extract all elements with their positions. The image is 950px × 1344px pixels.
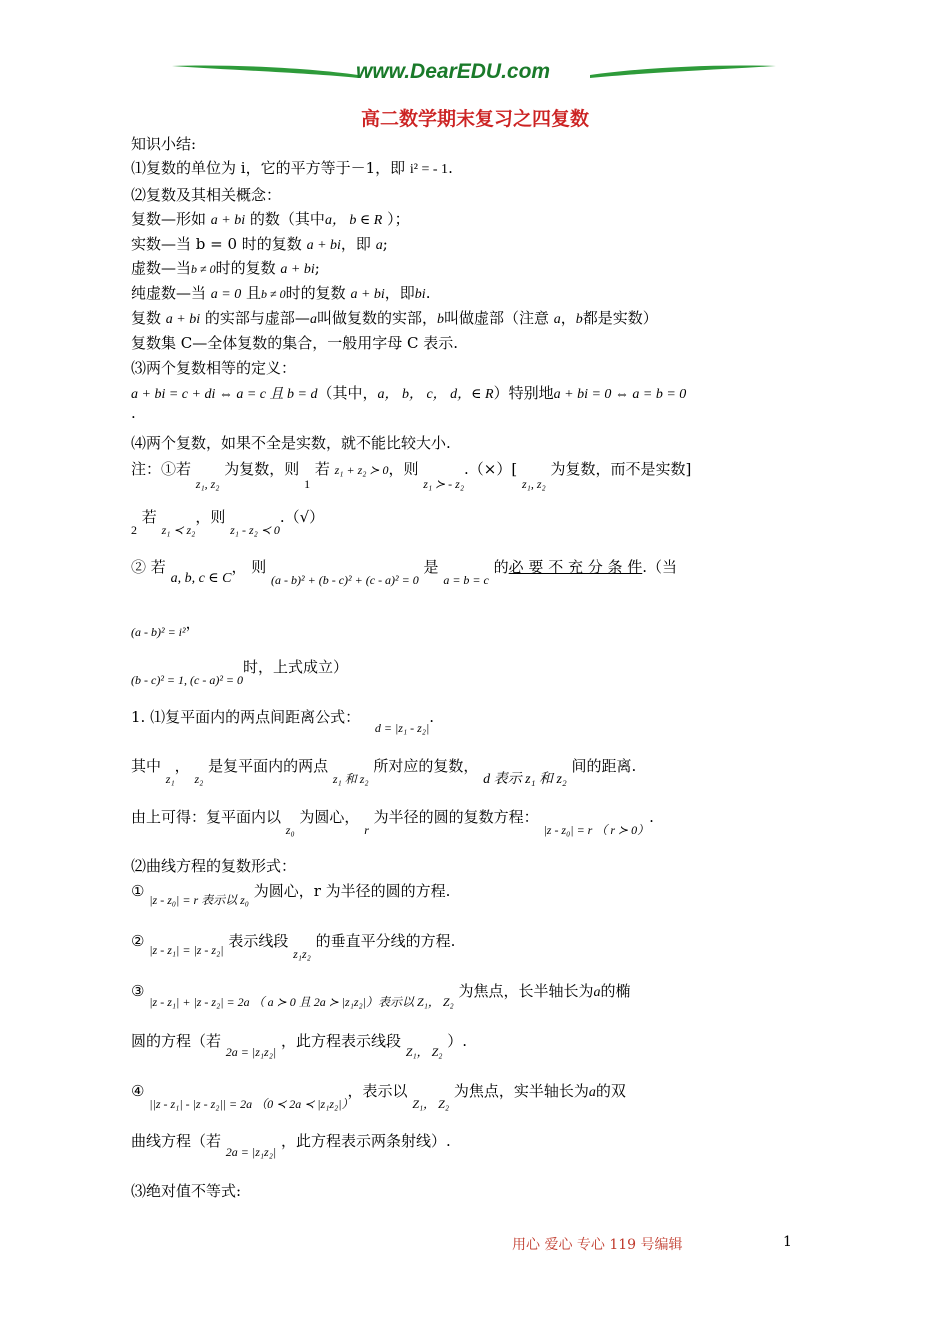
line-16: $_{(a - b)^2 = i^2}$， bbox=[131, 614, 201, 639]
line-23: ② $_{|z - z_1| = |z - z_2|}$ 表示线段 $_{z_1z_2}$ 的垂直平分线的方程. bbox=[131, 932, 456, 961]
line-10: ⑶两个复数相等的定义： bbox=[131, 359, 297, 377]
line-8: 复数 a + bi 的实部与虚部—a叫做复数的实部，b叫做虚部（注意 a，b都是实数） bbox=[131, 309, 658, 327]
line-4: 复数—形如 a + bi 的数（其中a， b ∈ R ）； bbox=[131, 210, 410, 228]
line-22: ① $_{|z - z_0| = r 表示以 z_0}$ 为圆心，r 为半径的圆的方程. bbox=[131, 882, 451, 907]
footer-text: 用心 爱心 专心 119 号编辑 bbox=[512, 1237, 683, 1253]
line-11-end: . bbox=[131, 404, 136, 422]
line-13: 注：①若 $_{z_1, z_2}$ 为复数，则 $_1$ 若 z₁ + z₂ ≻ 0，则 $_{z_1 ≻ - z_2}$.（×）[ $_{z_1, z_2}$ 为复数，而不是实数] bbox=[131, 460, 692, 491]
line-3: ⑵复数及其相关概念： bbox=[131, 186, 282, 204]
line-20: 由上可得：复平面内以 $_{z_0}$ 为圆心， $_r$ 为半径的圆的复数方程： $_{|z - z_0| = r ( r ≻ 0)}$. bbox=[131, 808, 654, 837]
line-6: 虚数—当b ≠ 0时的复数 a + bi; bbox=[131, 259, 320, 277]
line-7: 纯虚数—当 a = 0 且b ≠ 0时的复数 a + bi，即bi. bbox=[131, 284, 431, 302]
necessary-condition: 必 要 不 充 分 条 件 bbox=[508, 558, 643, 576]
line-25: 圆的方程（若 $_{2a = |z_1z_2|}$ ，此方程表示线段 $_{Z_1, Z_2}$ ）. bbox=[131, 1032, 468, 1059]
line-5: 实数—当 b = 0 时的复数 a + bi，即 a; bbox=[131, 235, 388, 253]
line-12: ⑷两个复数，如果不全是实数，就不能比较大小. bbox=[131, 434, 451, 452]
line-26: ④ $_{||z - z_1| - |z - z_2|| = 2a (0 ≺ 2a ≺ |z_1z_2|)}$，表示以 $_{Z_1, Z_2}$ 为焦点，实半轴长为a的双 bbox=[131, 1082, 626, 1111]
line-18: 1. ⑴复平面内的两点间距离公式： $_{d = |z_1 - z_2|}$. bbox=[131, 708, 435, 735]
section-label: 知识小结: bbox=[131, 135, 197, 153]
line-14: $_2$ 若 $_{z_1 ≺ z_2}$，则 $_{z_1 - z_2 ≺ 0}$.（√） bbox=[131, 508, 325, 537]
line-24: ③ $_{|z - z_1| + |z - z_2| = 2a ( a ≻ 0 且 2a ≻ |z_1z_2|)表示以 Z_1, Z_2}$ 为焦点，长半轴长为a的椭 bbox=[131, 982, 631, 1009]
line-27: 曲线方程（若 $_{2a = |z_1z_2|}$ ，此方程表示两条射线）. bbox=[131, 1132, 451, 1159]
line-21: ⑵曲线方程的复数形式： bbox=[131, 857, 297, 875]
page-title: 高二数学期末复习之四复数 bbox=[360, 108, 589, 130]
line-28: ⑶绝对值不等式: bbox=[131, 1182, 242, 1200]
line-15: ② 若 a, b, c ∈ C， 则 $_{(a - b)^2 + (b - c)^2 + (c - a)^2 = 0}$ 是 $_{a = b = c}$ 的必 要 不 充 分 条 件.（当 bbox=[131, 558, 678, 587]
site-name: www.DearEDU.com bbox=[356, 60, 551, 83]
line-2: ⑴复数的单位为 i，它的平方等于－1，即 i² = - 1. bbox=[131, 159, 453, 177]
line-9: 复数集 C—全体复数的集合，一般用字母 C 表示. bbox=[131, 334, 459, 352]
line-17: $_{(b - c)^2 = 1, (c - a)^2 = 0}$时，上式成立） bbox=[131, 658, 349, 687]
line-11: a + bi = c + di ⇔ a = c 且 b = d（其中，a， b， c， d，∈ R）特别地a + bi = 0 ⇔ a = b = 0 bbox=[131, 384, 687, 402]
page-number: 1 bbox=[783, 1234, 792, 1250]
line-19: 其中 $_{z_1}$， $_{z_2}$ 是复平面内的两点 $_{z_1 和 z_2}$ 所对应的复数， d 表示 z₁ 和 z₂ 间的距离. bbox=[131, 757, 637, 787]
